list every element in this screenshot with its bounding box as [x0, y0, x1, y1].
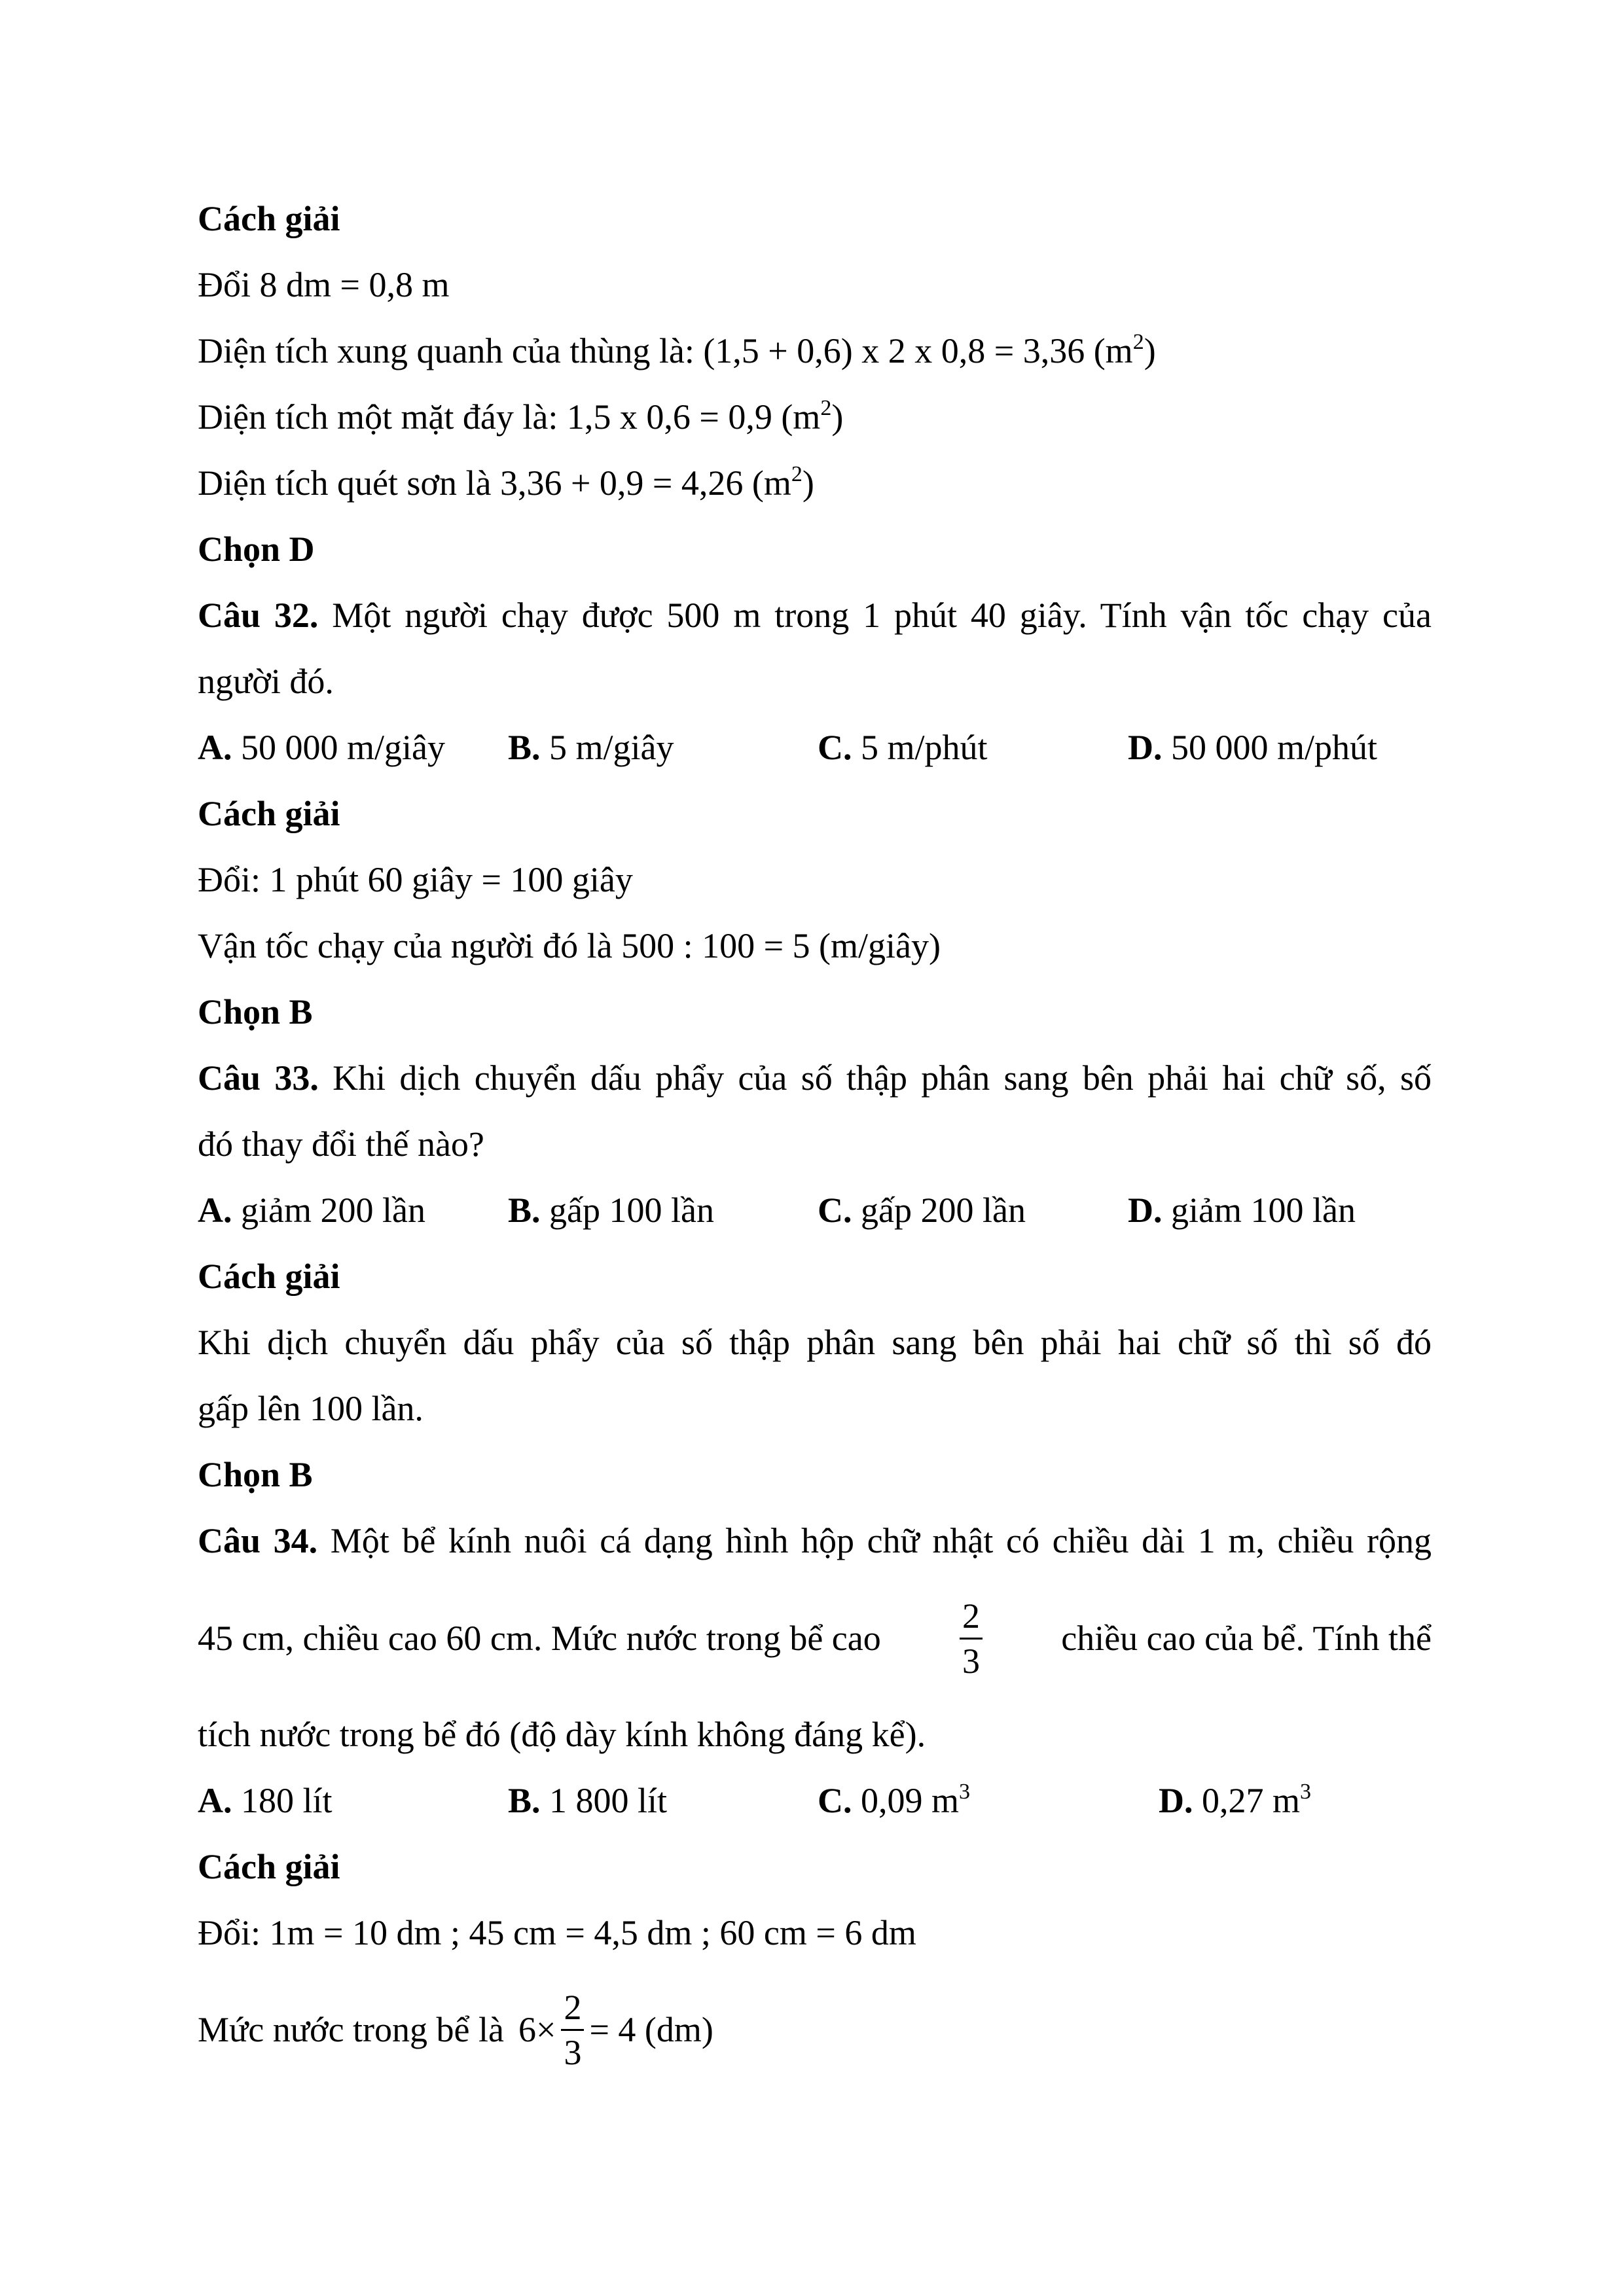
option-a: A. 180 lít — [198, 1781, 333, 1820]
option-c: C. gấp 200 lần — [818, 1191, 1026, 1230]
question-33-text: Câu 33. Khi dịch chuyển dấu phẩy của số thập phân sang bên phải hai chữ số, số — [198, 1058, 1432, 1098]
solution-line: Khi dịch chuyển dấu phẩy của số thập phân sang bên phải hai chữ số thì số đó — [198, 1323, 1432, 1362]
solution-heading: Cách giải — [198, 1847, 340, 1886]
fraction: $\frac{2}{3}$ — [960, 1598, 983, 1679]
solution-line: Đổi: 1m = 10 dm ; 45 cm = 4,5 dm ; 60 cm = 6 dm — [198, 1913, 916, 1952]
option-d: D. giảm 100 lần — [1128, 1191, 1356, 1230]
question-34-text-cont: tích nước trong bể đó (độ dày kính không đáng kể). — [198, 1715, 926, 1754]
option-a: A. giảm 200 lần — [198, 1191, 425, 1230]
question-34-text: Câu 34. Một bể kính nuôi cá dạng hình hộp chữ nhật có chiều dài 1 m, chiều rộng — [198, 1521, 1432, 1560]
option-d: D. 0,27 $m^3$ — [1159, 1780, 1312, 1820]
solution-line: Diện tích một mặt đáy là: 1,5 x 0,6 = 0,9 $(m^2)$ — [198, 396, 844, 437]
option-b: B. 5 m/giây — [508, 728, 674, 767]
solution-line: Vận tốc chạy của người đó là 500 : 100 = 5 (m/giây) — [198, 926, 941, 965]
answer-label: Chọn B — [198, 1455, 313, 1494]
fraction: $\frac{2}{3}$ — [561, 1990, 584, 2070]
solution-heading: Cách giải — [198, 199, 340, 238]
question-32-text: Câu 32. Một người chạy được 500 m trong 1 phút 40 giây. Tính vận tốc chạy của — [198, 596, 1432, 635]
option-c: C. 5 m/phút — [818, 728, 988, 767]
option-d: D. 50 000 m/phút — [1128, 728, 1378, 767]
solution-line: Đổi: 1 phút 60 giây = 100 giây — [198, 860, 633, 899]
answer-label: Chọn D — [198, 529, 315, 569]
question-32-text-cont: người đó. — [198, 662, 334, 701]
answer-label: Chọn B — [198, 992, 313, 1031]
question-33-text-cont: đó thay đổi thế nào? — [198, 1124, 484, 1164]
solution-heading: Cách giải — [198, 794, 340, 833]
solution-line: gấp lên 100 lần. — [198, 1389, 424, 1428]
question-34-text-cont: 45 cm, chiều cao 60 cm. Mức nước trong bể cao $\frac{2}{3}$ chiều cao của bể. Tính thể — [198, 1596, 1432, 1681]
solution-line: Diện tích xung quanh của thùng là: (1,5 + 0,6) x 2 x 0,8 = 3,36 $(m^2)$ — [198, 330, 1156, 370]
solution-heading: Cách giải — [198, 1257, 340, 1296]
solution-line: Diện tích quét sơn là 3,36 + 0,9 = 4,26 $(m^2)$ — [198, 462, 814, 503]
solution-line: Mức nước trong bể là 6× $\frac{2}{3}$ = 4 (dm) — [198, 1987, 713, 2072]
option-b: B. gấp 100 lần — [508, 1191, 714, 1230]
option-a: A. 50 000 m/giây — [198, 728, 445, 767]
option-c: C. 0,09 $m^3$ — [818, 1780, 971, 1820]
option-b: B. 1 800 lít — [508, 1781, 668, 1820]
solution-line: Đổi 8 dm = 0,8 m — [198, 265, 450, 304]
